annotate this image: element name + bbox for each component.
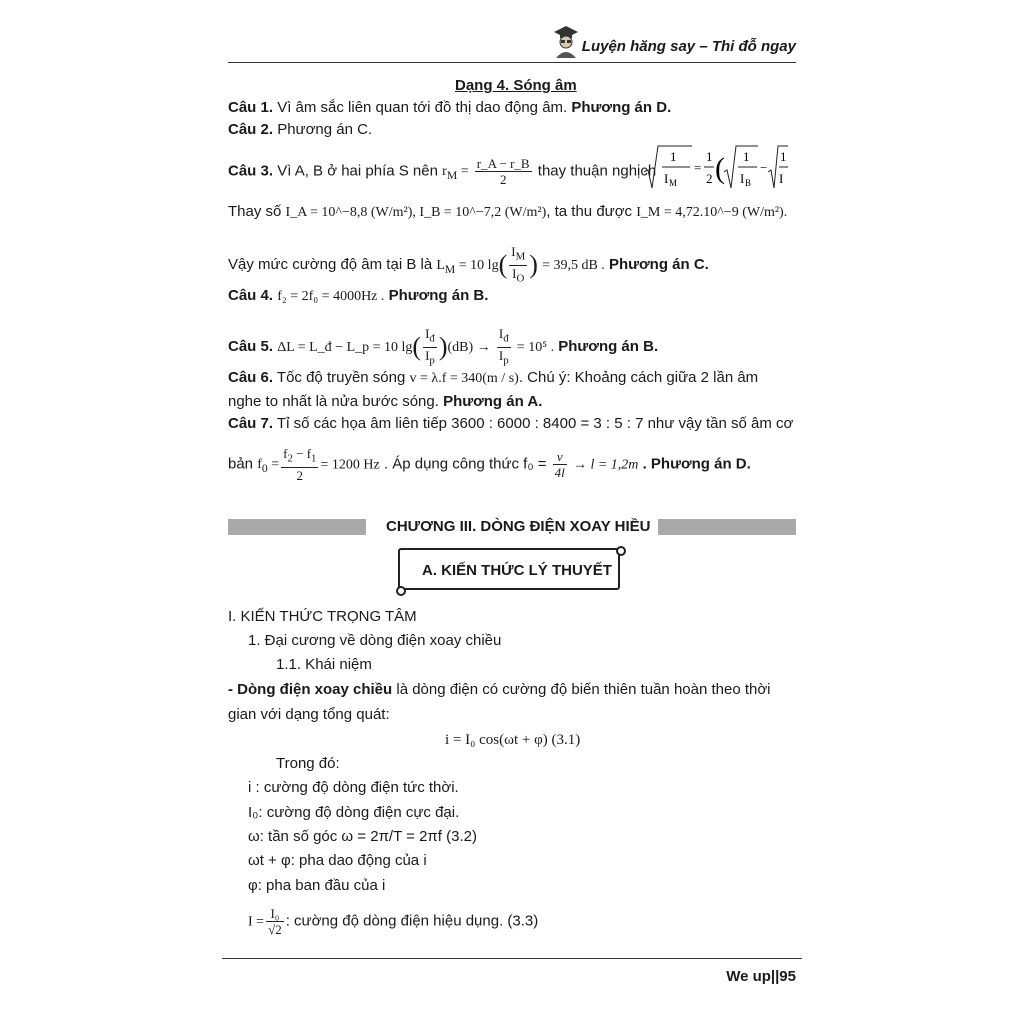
svg-text:I: I [664,171,669,186]
q4-answer: Phương án B. [388,287,489,304]
q7-text: Tỉ số các họa âm liên tiếp 3600 : 6000 : 8400 = 3 : 5 : 7 như vậy tần số âm cơ [276,415,794,432]
svg-text:(: ( [715,152,725,185]
svg-text:2: 2 [706,171,713,186]
q7-line2-prefix: bản [228,455,254,473]
q5-line: Câu 5. ΔL = L_đ − L_p = 10 lg( $\frac{I_đ}{I_p}$ )(dB) → $\frac{I_đ}{I_p}$ = 10⁵ . Phương án B. [228,326,659,367]
q3-text: Vì A, B ở hai phía S nên [277,162,438,180]
rms-text: : cường độ dòng điện hiệu dụng. (3.3) [285,912,539,930]
q2-line [228,120,372,140]
q3-sqrt-formula [642,142,792,197]
svg-text:1: 1 [706,149,713,164]
q5-res: = 10⁵ . [516,340,555,356]
page-number: We up||95 [726,968,796,985]
svg-text:I: I [740,171,745,186]
q6-label: Câu 6. [228,369,274,386]
q3-num: r_A − r_B [476,156,530,171]
q6-line [228,368,758,389]
item-phi: φ: pha ban đầu của i [248,877,386,894]
q6-formula: v = λ.f = 340(m / s) [409,371,519,386]
footer-rule [222,958,802,959]
q3-den: 2 [499,172,507,187]
theory-h3: 1.1. Khái niệm [276,656,372,673]
chapter-title: CHƯƠNG III. DÒNG ĐIỆN XOAY HIỀU [386,518,651,535]
q7-line [228,414,793,434]
q3-line: Câu 3. Vì A, B ở hai phía S nên $r_M$ = $\frac{r\_A - r\_B}{2}$ thay thuận nghịch [228,156,657,187]
q3-line2-vals: I_A = 10^−8,8 (W/m²), I_B = 10^−7,2 (W/m²) [285,205,547,220]
item-phase: ωt + φ: pha dao động của i [248,852,427,869]
q6-line2-text: nghe to nhất là nửa bước sóng. [228,393,439,410]
q3-line2 [228,202,787,223]
q2-label: Câu 2. [228,121,274,138]
q3-label: Câu 3. [228,162,274,180]
rms-den: √2 [268,922,282,937]
q2-answer: Phương án C. [277,121,373,138]
q7-res: → l = 1,2m [572,457,639,473]
q1-label: Câu 1. [228,99,274,116]
definition-text: là dòng điện có cường độ biến thiên tuần hoàn theo thời [396,681,771,698]
q3-line3-prefix: Vậy mức cường độ âm tại B là [228,256,433,274]
item-i: i : cường độ dòng điện tức thời. [248,779,459,796]
equation-3-1: i = I₀ cos(ωt + φ) (3.1) [445,732,581,748]
q6-rest: . Chú ý: Khoảng cách giữa 2 lần âm [518,369,759,386]
rms-num: I₀ [266,906,284,922]
q5-formula: ΔL = L_đ − L_p = 10 lg [277,340,413,356]
item-i0: I₀: cường độ dòng điện cực đại. [248,804,460,821]
q3-line3: Vậy mức cường độ âm tại B là $L_M = 10$ lg( $\frac{I_M}{I_O}$ ) = 39,5 dB . Phương án C. [228,244,709,285]
chapter-bar-right [658,519,796,535]
q4-label: Câu 4. [228,287,274,304]
svg-text:B: B [745,178,752,188]
q6-answer: Phương án A. [443,393,543,410]
q5-answer: Phương án B. [558,338,659,356]
definition-line2: gian với dạng tổng quát: [228,706,390,723]
svg-text:1: 1 [670,149,677,164]
q7-formula: = 1200 Hz [320,457,380,473]
q6-line2 [228,392,542,412]
q5-tail: (dB) → [447,340,491,356]
q7-answer: . Phương án D. [642,455,751,473]
q1-line [228,98,671,118]
svg-text:=: = [694,160,702,175]
q7-mid: . Áp dụng công thức f₀ = [383,455,547,473]
q3-line2-res: I_M = 4,72.10^−9 (W/m²). [636,205,788,220]
q1-answer: Phương án D. [571,99,672,116]
q3-answer: Phương án C. [608,256,709,274]
q3-line3-formula: = 39,5 dB . [542,258,605,274]
where-label: Trong đó: [276,755,340,772]
header-rule [228,62,796,63]
chapter-bar-left [228,519,366,535]
scroll-curl-bottom [396,586,406,596]
svg-text:M: M [669,178,678,188]
graduate-student-icon [552,24,580,58]
q4-line [228,286,488,307]
item-rms [248,906,538,937]
scroll-title: A. KIẾN THỨC LÝ THUYẾT [422,562,612,579]
svg-text:I: I [779,171,784,186]
definition-line [228,680,771,700]
scroll-curl-top [616,546,626,556]
q3-mid: thay thuận nghịch [537,162,657,180]
q3-lhs-sub: M [446,169,458,183]
q6-text: Tốc độ truyền sóng [276,369,406,386]
q3-lhs: r [442,164,447,180]
section-title: Dạng 4. Sóng âm [455,77,577,94]
q3-line2-prefix: Thay số [228,203,282,220]
item-omega: ω: tần số góc ω = 2π/T = 2πf (3.2) [248,828,477,845]
q7-line2: bản $f_0$ = $\frac{f_2 - f_1}{2}$ = 1200 Hz . Áp dụng công thức f₀ = $\frac{v}{4l}$ → l = 1,2m . Phương án D. [228,446,751,483]
svg-text:−: − [760,160,768,175]
q5-label: Câu 5. [228,338,274,356]
definition-term: - Dòng điện xoay chiều [228,681,393,698]
q1-text: Vì âm sắc liên quan tới đồ thị dao động âm. [277,99,568,116]
q7-label: Câu 7. [228,415,274,432]
theory-h2: 1. Đại cương về dòng điện xoay chiều [248,632,502,649]
header-title: Luyện hăng say – Thi đỗ ngay [581,38,796,55]
svg-text:1: 1 [743,149,750,164]
q3-line2-mid: , ta thu được [546,203,633,220]
q4-formula: f₂ = 2f₀ = 4000Hz . [277,289,385,304]
rms-lhs: I = [248,914,265,930]
theory-h1: I. KIẾN THỨC TRỌNG TÂM [228,608,417,625]
svg-text:1: 1 [780,149,787,164]
